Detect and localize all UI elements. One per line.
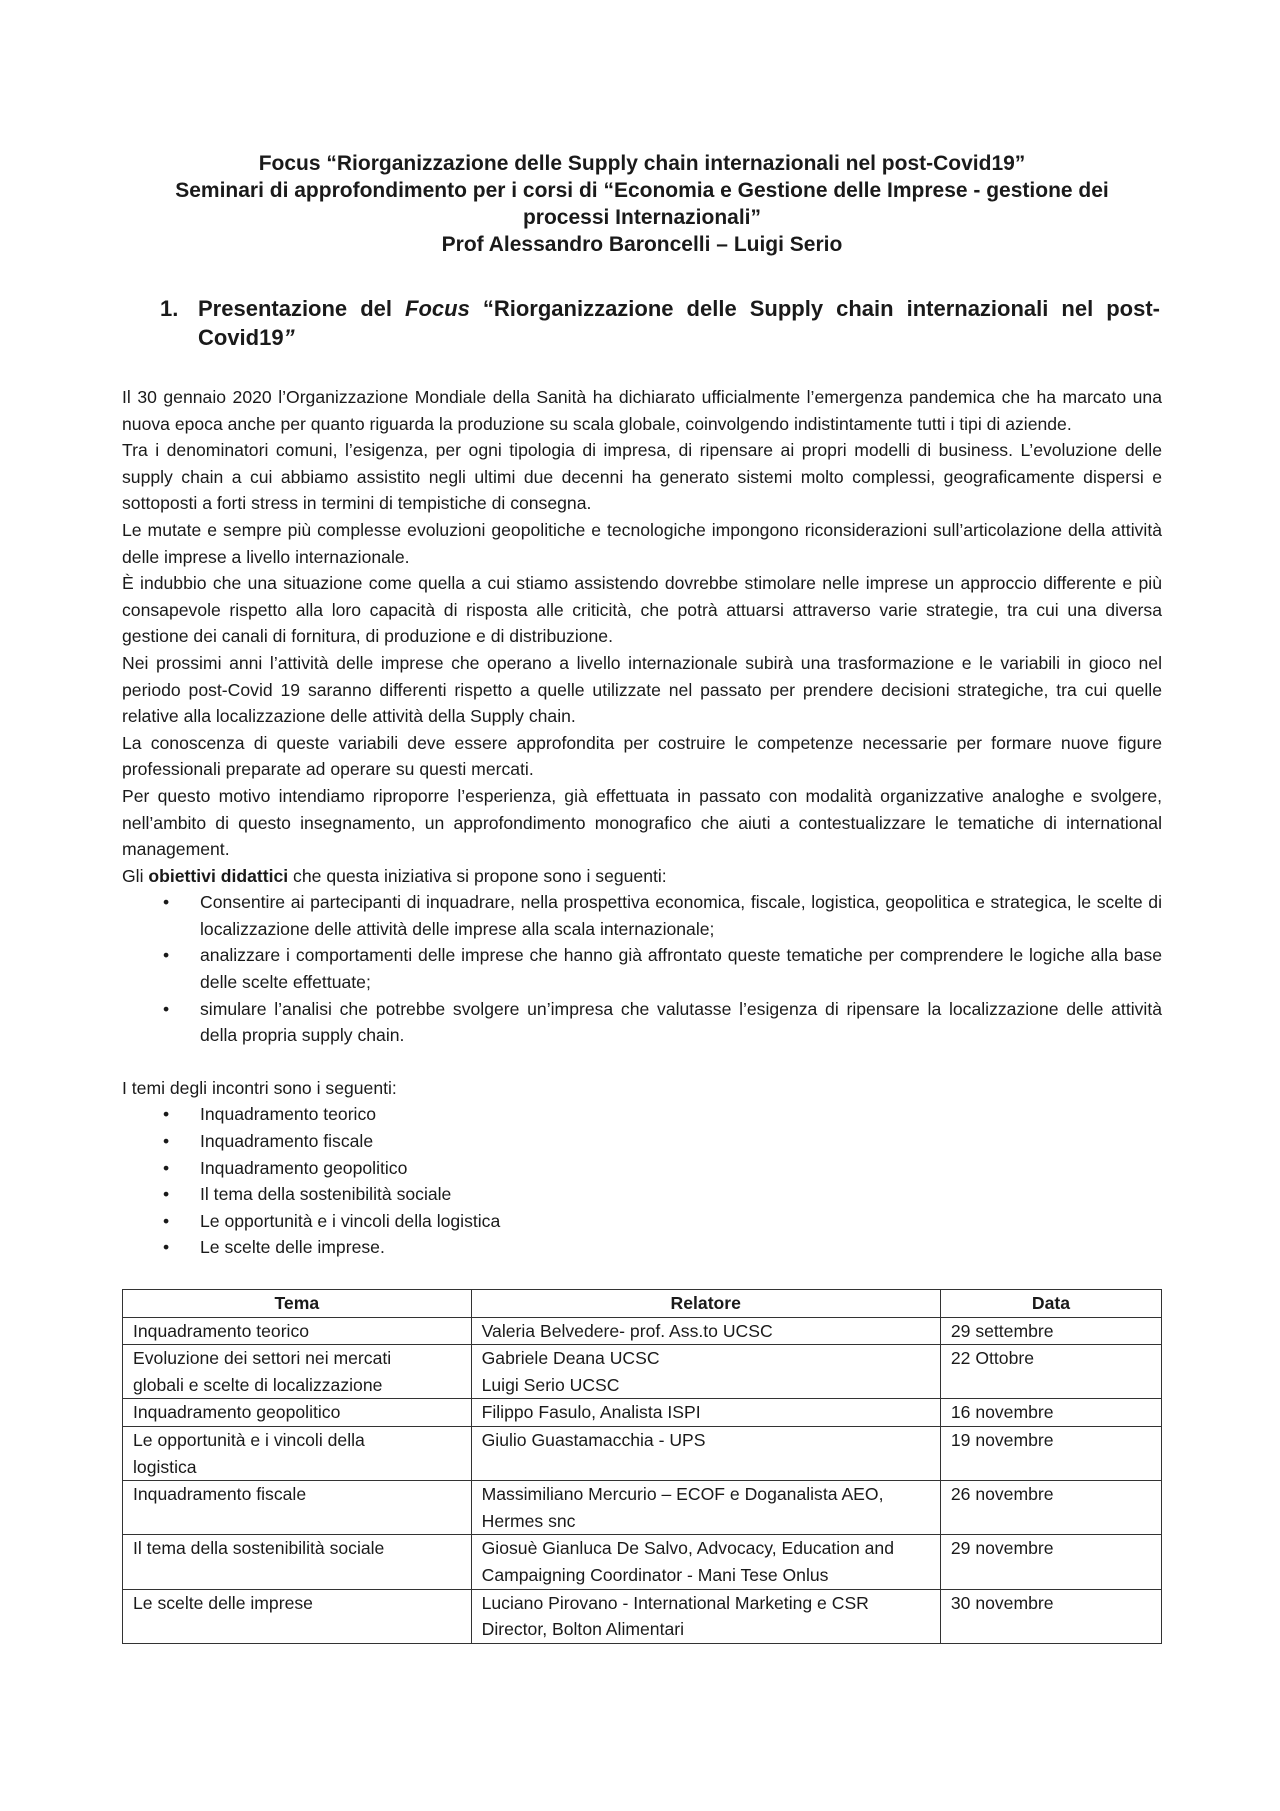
header-relatore: Relatore [471, 1290, 940, 1318]
paragraph: È indubbio che una situazione come quella a cui stiamo assistendo dovrebbe stimolare nelle imprese un approccio differente e più consapevole rispetto alla loro capacità di risposta alle criticità, che potrà attuarsi attraverso varie strategie, tra cui una diversa gestione dei canali di fornitura, di produzione e di distribuzione. [122, 573, 1162, 647]
table-row [123, 1589, 1162, 1643]
cell-tema [123, 1345, 472, 1399]
bullet-icon: • [163, 1237, 170, 1258]
objectives-intro-before: Gli [122, 865, 149, 886]
body-text [122, 384, 1162, 1261]
cell-line: Luigi Serio UCSC [481, 1374, 620, 1395]
cell-tema [123, 1317, 472, 1345]
bullet-icon: • [163, 1184, 170, 1205]
paragraph: La conoscenza di queste variabili deve essere approfondita per costruire le competenze necessarie per formare nuove figure professionali preparate ad operare su questi mercati. [122, 732, 1162, 780]
bullet-icon: • [163, 945, 170, 966]
cell-data: 16 novembre [940, 1399, 1161, 1427]
list-item-text: Consentire ai partecipanti di inquadrare, nella prospettiva economica, fiscale, logistica, geopolitica e strategica, le scelte di localizzazione delle attività delle imprese alla scala internazionale; [200, 892, 1162, 939]
list-item-text: Inquadramento geopolitico [200, 1157, 408, 1178]
cell-line: Director, Bolton Alimentari [481, 1619, 685, 1640]
objectives-intro [122, 863, 1162, 890]
cell-data: 29 settembre [940, 1317, 1161, 1345]
table-row [123, 1399, 1162, 1427]
cell-line: Luciano Pirovano - International Marketing e CSR [481, 1592, 869, 1613]
list-item [122, 1208, 1162, 1235]
cell-relatore [471, 1426, 940, 1480]
cell-line: Hermes snc [481, 1510, 576, 1531]
list-item-text: Le opportunità e i vincoli della logistica [200, 1210, 501, 1231]
cell-line: Le opportunità e i vincoli della [133, 1429, 365, 1450]
section-number: 1. [160, 296, 179, 321]
cell-relatore [471, 1317, 940, 1345]
title-line-2: Seminari di approfondimento per i corsi di “Economia e Gestione delle Imprese - gestione dei [175, 179, 1109, 202]
cell-line: Inquadramento teorico [133, 1320, 310, 1341]
cell-line: Evoluzione dei settori nei mercati [133, 1348, 392, 1369]
list-item-text: analizzare i comportamenti delle imprese che hanno già affrontato queste tematiche per comprendere le logiche alla base delle scelte effettuate; [200, 945, 1162, 993]
list-item [122, 996, 1162, 1049]
cell-tema [123, 1589, 472, 1643]
section-heading-closing: ” [283, 325, 295, 350]
header-data: Data [940, 1290, 1161, 1318]
list-item-text: simulare l’analisi che potrebbe svolgere un’impresa che valutasse l’esigenza di ripensare la localizzazione delle attività della propria supply chain. [200, 998, 1162, 1046]
bullet-icon: • [163, 1104, 170, 1125]
paragraph: Il 30 gennaio 2020 l’Organizzazione Mondiale della Sanità ha dichiarato ufficialmente l’emergenza pandemica che ha marcato una nuova epoca anche per quanto riguarda la produzione su scala globale, coinvolgendo indistintamente tutti i tipi di aziende. [122, 387, 1162, 434]
themes-intro: I temi degli incontri sono i seguenti: [122, 1077, 397, 1098]
cell-relatore [471, 1589, 940, 1643]
cell-line: Il tema della sostenibilità sociale [133, 1538, 385, 1559]
list-item [122, 1181, 1162, 1208]
list-item [122, 1155, 1162, 1182]
cell-line: Filippo Fasulo, Analista ISPI [481, 1402, 701, 1423]
bullet-icon: • [163, 892, 170, 913]
cell-tema [123, 1535, 472, 1589]
cell-data: 30 novembre [940, 1589, 1161, 1643]
bullet-icon: • [163, 1131, 170, 1152]
list-item [122, 1128, 1162, 1155]
section-heading [122, 294, 1162, 352]
cell-line: Giulio Guastamacchia - UPS [481, 1429, 706, 1450]
cell-line: Gabriele Deana UCSC [481, 1348, 660, 1369]
objectives-intro-bold: obiettivi didattici [148, 865, 289, 886]
cell-relatore [471, 1481, 940, 1535]
cell-data: 26 novembre [940, 1481, 1161, 1535]
cell-line: Inquadramento fiscale [133, 1484, 307, 1505]
paragraph: Nei prossimi anni l’attività delle imprese che operano a livello internazionale subirà una trasformazione e le variabili in gioco nel periodo post-Covid 19 saranno differenti rispetto a quelle utilizzate nel passato per prendere decisioni strategiche, tra cui quelle relative alla localizzazione delle attività della Supply chain. [122, 652, 1162, 727]
cell-line: Massimiliano Mercurio – ECOF e Doganalista AEO, [481, 1484, 884, 1505]
cell-tema [123, 1481, 472, 1535]
cell-line: globali e scelte di localizzazione [133, 1374, 383, 1395]
schedule-table [122, 1289, 1162, 1644]
section-heading-prefix: Presentazione del [198, 296, 406, 321]
cell-line: Valeria Belvedere- prof. Ass.to UCSC [481, 1320, 773, 1341]
list-item-text: Inquadramento teorico [200, 1104, 377, 1125]
bullet-icon: • [163, 1157, 170, 1178]
list-item-text: Le scelte delle imprese. [200, 1237, 385, 1258]
objectives-list [122, 889, 1162, 1049]
document-page [122, 150, 1162, 1644]
list-item [122, 942, 1162, 995]
title-line-3: processi Internazionali” [522, 206, 762, 229]
cell-line: Le scelte delle imprese [133, 1592, 313, 1613]
list-item-text: Inquadramento fiscale [200, 1131, 374, 1152]
cell-line: Giosuè Gianluca De Salvo, Advocacy, Education and [481, 1538, 895, 1559]
table-row [123, 1426, 1162, 1480]
section-heading-suffix: “Riorganizzazione delle Supply chain internazionali nel post-Covid19 [198, 296, 1160, 350]
header-tema: Tema [123, 1290, 472, 1318]
themes-list [122, 1101, 1162, 1261]
table-row [123, 1535, 1162, 1589]
paragraph: Le mutate e sempre più complesse evoluzioni geopolitiche e tecnologiche impongono riconsiderazioni sull’articolazione della attività delle imprese a livello internazionale. [122, 519, 1162, 567]
table-row [123, 1481, 1162, 1535]
cell-tema [123, 1426, 472, 1480]
paragraph: Per questo motivo intendiamo riproporre l’esperienza, già effettuata in passato con modalità organizzative analoghe e svolgere, nell’ambito di questo insegnamento, un approfondimento monografico che aiuti a contestualizzare le tematiche di international management. [122, 785, 1162, 860]
bullet-icon: • [163, 998, 170, 1019]
paragraph: Tra i denominatori comuni, l’esigenza, per ogni tipologia di impresa, di ripensare ai propri modelli di business. L’evoluzione delle supply chain a cui abbiamo assistito negli ultimi due decenni ha generato sistemi molto complessi, geograficamente dispersi e sottoposti a forti stress in termini di tempistiche di consegna. [122, 440, 1162, 514]
title-line-4: Prof Alessandro Baroncelli – Luigi Serio [441, 233, 843, 256]
title-line-1: Focus “Riorganizzazione delle Supply chain internazionali nel post-Covid19” [258, 152, 1026, 175]
cell-relatore [471, 1399, 940, 1427]
list-item [122, 1101, 1162, 1128]
table-header-row [123, 1290, 1162, 1318]
table-row [123, 1317, 1162, 1345]
cell-line: Campaigning Coordinator - Mani Tese Onlus [481, 1564, 829, 1585]
list-item [122, 1234, 1162, 1261]
table-row [123, 1345, 1162, 1399]
bullet-icon: • [163, 1210, 170, 1231]
spacer [122, 1049, 1162, 1075]
section-heading-italic: Focus [405, 296, 470, 321]
cell-tema [123, 1399, 472, 1427]
cell-line: Inquadramento geopolitico [133, 1402, 341, 1423]
cell-relatore [471, 1345, 940, 1399]
list-item-text: Il tema della sostenibilità sociale [200, 1184, 452, 1205]
document-title [122, 150, 1162, 258]
cell-data: 19 novembre [940, 1426, 1161, 1480]
list-item [122, 889, 1162, 942]
cell-data: 22 Ottobre [940, 1345, 1161, 1399]
section-heading-text [198, 294, 1162, 352]
cell-data: 29 novembre [940, 1535, 1161, 1589]
objectives-intro-after: che questa iniziativa si propone sono i seguenti: [288, 865, 667, 886]
cell-line: logistica [133, 1456, 197, 1477]
cell-relatore [471, 1535, 940, 1589]
